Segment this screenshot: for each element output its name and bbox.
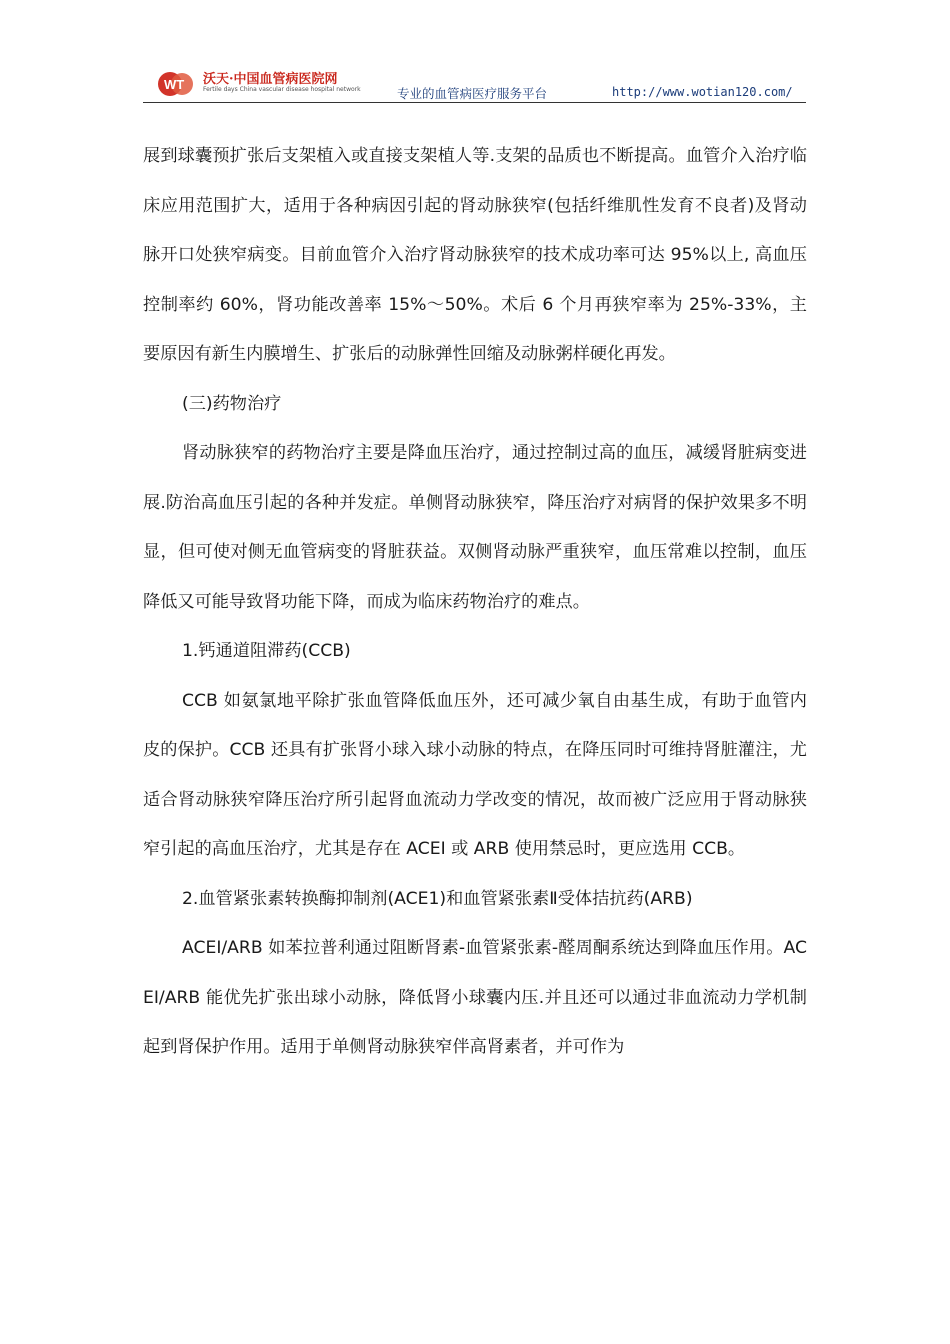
document-body (143, 132, 807, 1073)
paragraph-intervention-summary: 展到球囊预扩张后支架植入或直接支架植人等.支架的品质也不断提高。血管介入治疗临床应用范围扩大，适用于各种病因引起的肾动脉狭窄(包括纤维肌性发育不良者)及肾动脉开口处狭窄病变。目前血管介入治疗肾动脉狭窄的技术成功率可达 95%以上, 高血压控制率约 60%，肾功能改善率 15%～50%。术后 6 个月再狭窄率为 25%-33%，主要原因有新生内膜增生、扩张后的动脉弹性回缩及动脉粥样硬化再发。 (143, 146, 807, 364)
paragraph-drug-therapy: 肾动脉狭窄的药物治疗主要是降血压治疗，通过控制过高的血压，减缓肾脏病变进展.防治高血压引起的各种并发症。单侧肾动脉狭窄，降压治疗对病肾的保护效果多不明显，但可使对侧无血管病变的肾脏获益。双侧肾动脉严重狭窄，血压常难以控制，血压降低又可能导致肾功能下降，而成为临床药物治疗的难点。 (143, 443, 807, 612)
brand-name: 沃天·中国血管病医院网 (203, 72, 338, 87)
subheading-ccb: 1.钙通道阻滞药(CCB) (182, 641, 351, 661)
svg-text:WT: WT (164, 77, 185, 92)
logo-icon (157, 70, 197, 98)
site-tagline: 专业的血管病医疗服务平台 (397, 86, 548, 101)
site-url-link[interactable]: http://www.wotian120.com/ (612, 85, 793, 99)
paragraph-ccb: CCB 如氨氯地平除扩张血管降低血压外，还可减少氧自由基生成，有助于血管内皮的保护。CCB 还具有扩张肾小球入球小动脉的特点，在降压同时可维持肾脏灌注，尤适合肾动脉狭窄降压治疗所引起肾血流动力学改变的情况，故而被广泛应用于肾动脉狭窄引起的高血压治疗，尤其是存在 ACEI 或 ARB 使用禁忌时，更应选用 CCB。 (143, 690, 807, 859)
page-header (143, 62, 806, 103)
section-heading-drug-therapy: (三)药物治疗 (182, 393, 282, 414)
brand-english-name: Fertile days China vascular disease hospital network (203, 86, 361, 93)
paragraph-acei-arb: ACEI/ARB 如苯拉普利通过阻断肾素-血管紧张素-醛周酮系统达到降血压作用。ACEI/ARB 能优先扩张出球小动脉，降低肾小球囊内压.并且还可以通过非血流动力学机制起到肾保护作用。适用于单侧肾动脉狭窄伴高肾素者，并可作为 (143, 938, 807, 1057)
subheading-acei-arb: 2.血管紧张素转换酶抑制剂(ACE1)和血管紧张素Ⅱ受体拮抗药(ARB) (182, 888, 693, 909)
